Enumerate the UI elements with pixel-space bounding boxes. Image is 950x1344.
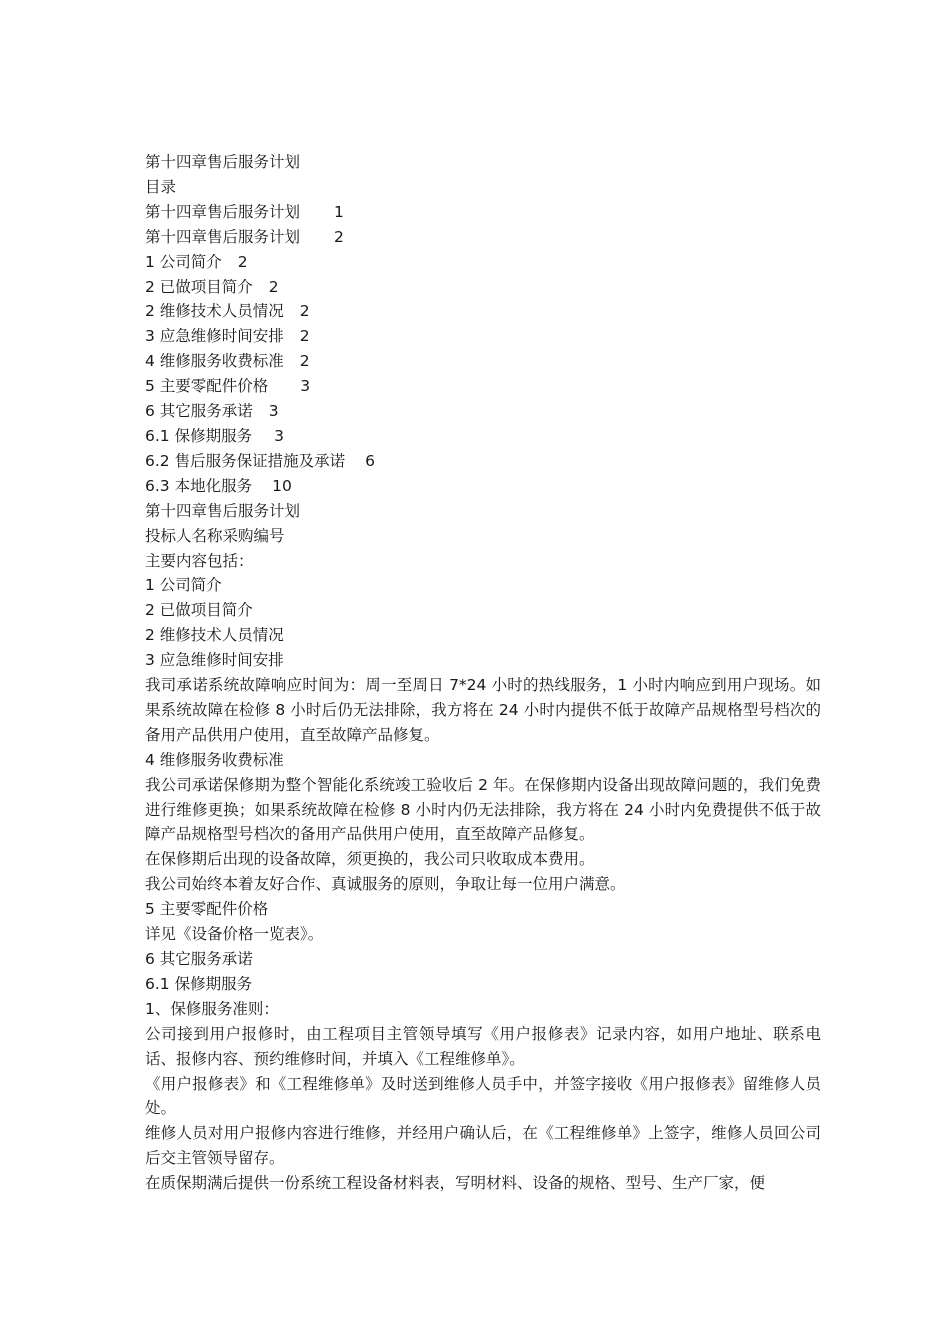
toc-entry [145,225,821,250]
toc-entry-text: 2 维修技术人员情况 [145,302,284,321]
toc-entry-text: 第十四章售后服务计划 [145,227,301,246]
table-of-contents [145,200,821,499]
toc-entry [145,449,821,474]
toc-entry [145,474,821,499]
toc-entry-text: 5 主要零配件价格 [145,377,269,396]
body-line: 1 公司简介 [145,576,222,595]
toc-entry [145,200,821,225]
toc-entry-page: 2 [334,227,344,246]
toc-entry-page: 10 [272,476,292,495]
body-line: 6.1 保修期服务 [145,974,253,993]
body-line: 第十四章售后服务计划 [145,501,301,520]
toc-entry-text: 6.2 售后服务保证措施及承诺 [145,451,346,470]
body-line: 4 维修服务收费标准 [145,750,284,769]
toc-entry-page: 2 [268,277,279,296]
toc-entry [145,324,821,349]
toc-entry-page: 6 [365,451,375,470]
toc-entry-text: 4 维修服务收费标准 [145,352,284,371]
toc-entry-page: 2 [237,252,248,271]
toc-entry-text: 3 应急维修时间安排 [145,327,284,346]
body-paragraph: 在保修期后出现的设备故障，须更换的，我公司只收取成本费用。 [145,850,595,869]
toc-entry [145,349,821,374]
toc-entry-page: 2 [299,352,310,371]
toc-entry [145,275,821,300]
toc-entry-text: 1 公司简介 [145,252,222,271]
toc-entry-page: 3 [300,377,311,396]
toc-entry-text: 6.3 本地化服务 [145,476,253,495]
toc-entry [145,299,821,324]
toc-entry [145,399,821,424]
toc-entry-page: 3 [268,402,279,421]
toc-heading: 目录 [145,177,177,196]
toc-entry-page: 2 [299,327,310,346]
toc-entry [145,374,821,399]
body-paragraph: 我公司承诺保修期为整个智能化系统竣工验收后 2 年。在保修期内设备出现故障问题的，我们免费进行维修更换；如果系统故障在检修 8 小时内仍无法排除，我方将在 24 小时内免费提供不低于故障产品规格型号档次的备用产品供用户使用，直至故障产品修复。 [145,775,821,844]
toc-entry [145,424,821,449]
document-page [145,150,821,1196]
body-line: 6 其它服务承诺 [145,950,253,968]
body-paragraph: 我司承诺系统故障响应时间为：周一至周日 7*24 小时的热线服务，1 小时内响应到用户现场。如果系统故障在检修 8 小时后仍无法排除，我方将在 24 小时内提供不低于故障产品规格型号档次的备用产品供用户使用，直至故障产品修复。 [145,676,821,744]
body-line: 5 主要零配件价格 [145,900,269,919]
body-line: 1、保修服务准则： [145,999,279,1018]
body-line: 2 维修技术人员情况 [145,626,284,645]
toc-entry-page: 1 [334,202,344,221]
toc-entry-text: 6 其它服务承诺 [145,402,253,421]
body-paragraph: 公司接到用户报修时，由工程项目主管领导填写《用户报修表》记录内容，如用户地址、联系电话、报修内容、预约维修时间，并填入《工程维修单》。 [145,1024,821,1068]
body-paragraph: 详见《设备价格一览表》。 [145,925,324,944]
toc-entry-page: 3 [274,426,284,445]
body-paragraph: 《用户报修表》和《工程维修单》及时送到维修人员手中，并签字接收《用户报修表》留维修人员处。 [145,1074,821,1118]
toc-entry-text: 第十四章售后服务计划 [145,202,301,221]
body-line: 投标人名称采购编号 [145,526,285,545]
toc-entry-text: 2 已做项目简介 [145,277,253,296]
body-paragraph: 我公司始终本着友好合作、真诚服务的原则，争取让每一位用户满意。 [145,875,626,894]
body-line: 3 应急维修时间安排 [145,651,284,670]
body-line: 主要内容包括： [145,551,254,570]
toc-entry-page: 2 [299,302,310,321]
document-title: 第十四章售后服务计划 [145,153,301,171]
document-body [145,499,821,1196]
toc-entry-text: 6.1 保修期服务 [145,426,253,445]
body-paragraph: 在质保期满后提供一份系统工程设备材料表，写明材料、设备的规格、型号、生产厂家，便 [145,1174,766,1193]
toc-entry [145,250,821,275]
body-paragraph: 维修人员对用户报修内容进行维修，并经用户确认后，在《工程维修单》上签字，维修人员回公司后交主管领导留存。 [145,1124,821,1168]
body-line: 2 已做项目简介 [145,601,253,620]
